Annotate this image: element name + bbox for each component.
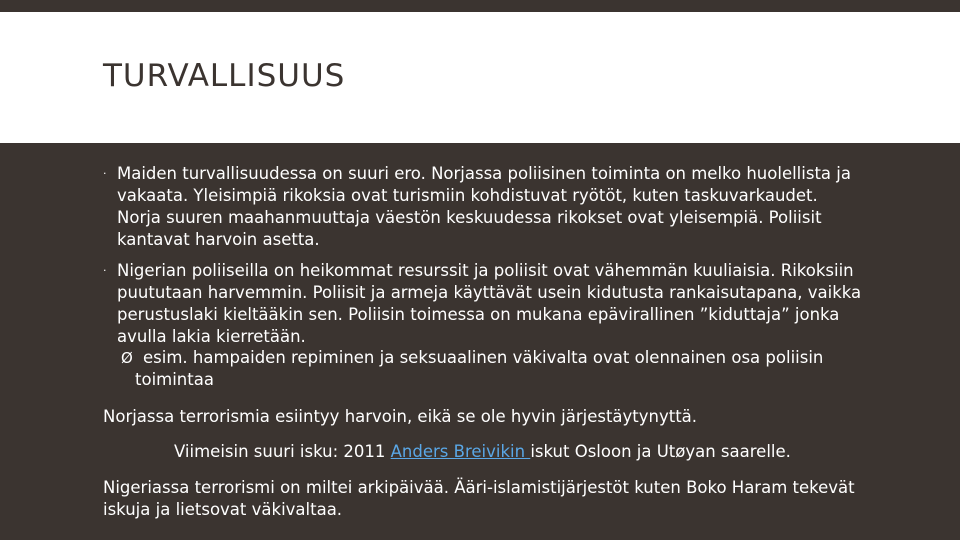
slide-title: TURVALLISUUS bbox=[103, 58, 346, 94]
sub-bullet-item bbox=[121, 347, 841, 391]
bullet-dot-icon: · bbox=[103, 264, 107, 277]
breivik-link[interactable]: Anders Breivikin bbox=[390, 442, 531, 461]
paragraph-breivik bbox=[174, 441, 954, 463]
paragraph-breivik-after: iskut Osloon ja Utøyan saarelle. bbox=[530, 442, 791, 461]
bullet-text: Nigerian poliiseilla on heikommat resurssit ja poliisit ovat vähemmän kuuliaisia. Rikoksiin puututaan harvemmin. Poliisit ja armeja käyttävät usein kidutusta rankaisutapana, vaikka perustuslaki kieltääkin sen. Poliisin toimessa on mukana epävirallinen ”kiduttaja” jonka avulla lakia kierretään. bbox=[117, 261, 862, 346]
bullet-item bbox=[103, 260, 863, 348]
bullet-text: Maiden turvallisuudessa on suuri ero. Norjassa poliisinen toiminta on melko huolellista ja vakaata. Yleisimpiä rikoksia ovat turismiin kohdistuvat ryötöt, kuten taskuvarkaudet. Norja suuren maahanmuuttaja väestön keskuudessa rikokset ovat yleisempiä. Poliisit kantavat harvoin asetta. bbox=[117, 164, 851, 249]
paragraph-nigeria-terrorism: Nigeriassa terrorismi on miltei arkipäivää. Ääri-islamistijärjestöt kuten Boko Haram tekevät iskuja ja lietsovat väkivaltaa. bbox=[103, 478, 855, 519]
bullet-item bbox=[103, 163, 863, 251]
top-bar bbox=[0, 0, 960, 12]
paragraph-breivik-before: Viimeisin suuri isku: 2011 bbox=[174, 442, 391, 461]
bullet-dot-icon: · bbox=[103, 167, 107, 180]
sub-bullet-text: esim. hampaiden repiminen ja seksuaalinen väkivalta ovat olennainen osa poliisin toimintaa bbox=[135, 348, 824, 389]
slide-content bbox=[0, 143, 960, 540]
arrow-bullet-icon: Ø bbox=[121, 349, 133, 367]
paragraph-norway-terrorism: Norjassa terrorismia esiintyy harvoin, eikä se ole hyvin järjestäytynyttä. bbox=[103, 407, 698, 426]
